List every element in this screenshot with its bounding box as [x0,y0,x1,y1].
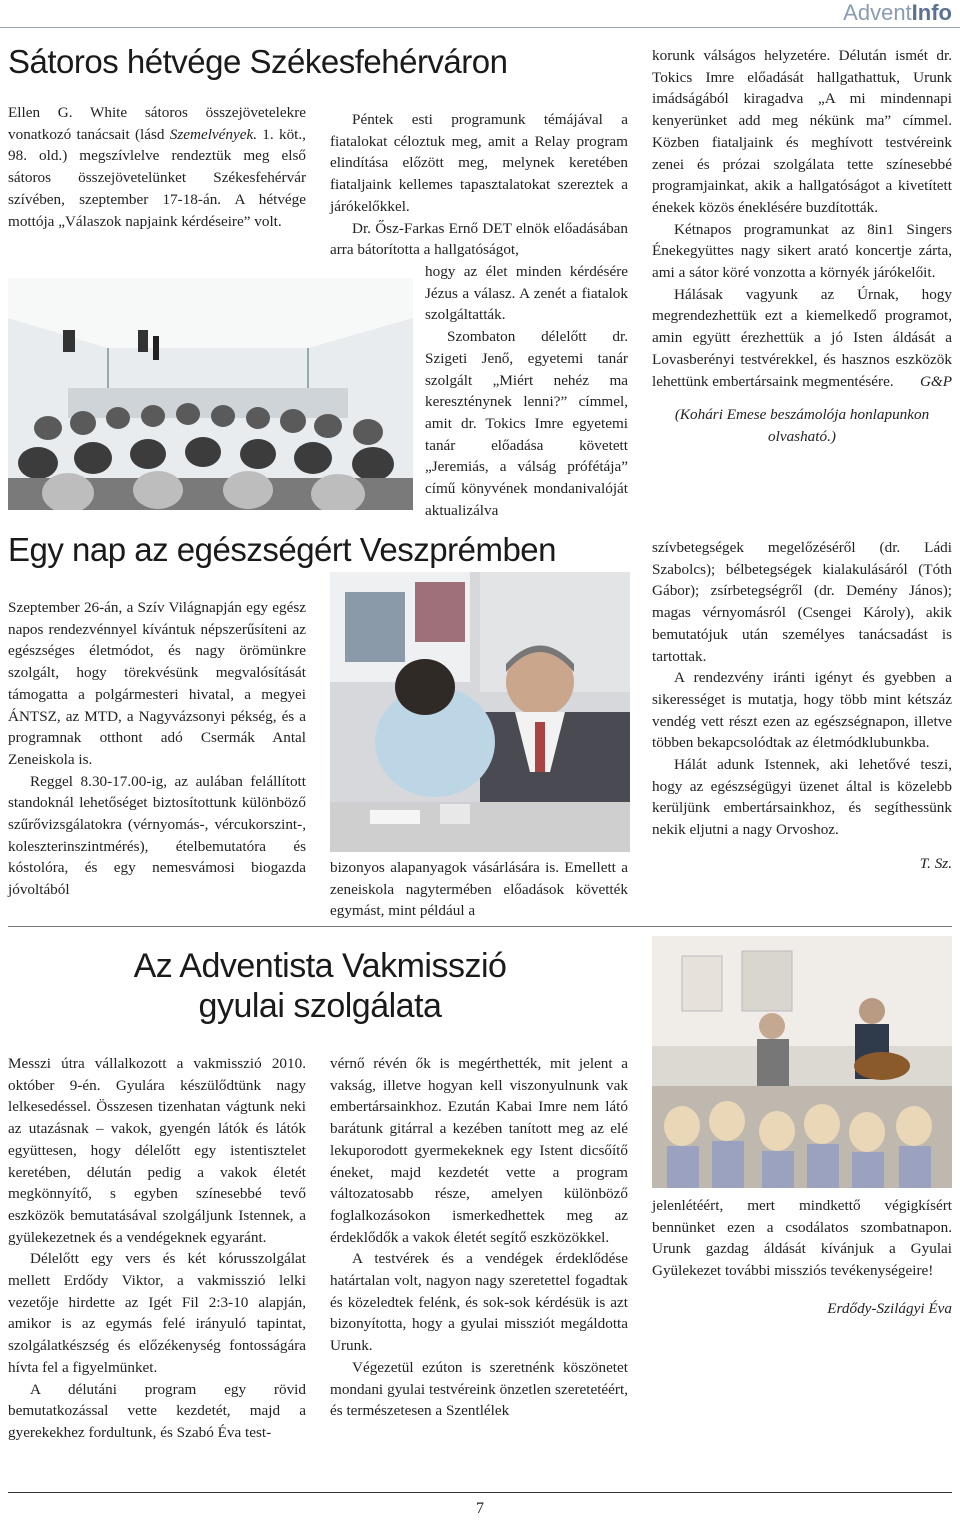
choir-photo [652,936,952,1188]
header-divider [0,27,960,28]
article1-title: Sátoros hétvége Székesfehérváron [8,43,508,80]
section-divider [8,926,952,927]
blood-test-image [330,572,630,852]
article1-middle-top: Péntek esti programunk témájával a fiatalokat céloztuk meg, amit a Relay program elindítása előzött meg, melynek keretében fiataljaink kellemes tapasztalatokat szereztek a járókelőkkel. Dr. Ősz-Farkas Ernő DET elnök előadásában arra bátorította a hallgatóságot, [330,111,628,259]
health-screening-photo [330,572,630,852]
article1-note: (Kohári Emese beszámolója honlapunkon olvasható.) [674,406,930,445]
article2-middle: bizonyos alapanyagok vásárlására is. Emellett a zeneiskola nagytermében előadások követték egymást, mint például a [330,859,628,920]
brand-logo: AdventInfo [843,0,952,25]
article2-signature: T. Sz. [919,854,952,872]
article3-middle: vérnő révén ők is megérthették, mit jelent a vakság, illetve hogyan kell viszonyulnunk vak embertársainkhoz. Ezután Kabai Imre nem látó barátunk gitárral a kezében tanított meg az elé lekuporodott gyermekeknek egy Istent dicsőítő éneket, majd kezdetét vette a program változatosabb része, amelyen különböző foglalkozásokon ismerkedhettek meg az érdeklődők a vakok életét segítő eszközökkel. A testvérek és a vendégek érdeklődése határtalan volt, nagyon nagy szeretettel fogadtak és közeledtek felénk, és sok-sok kérdésük is azt bizonyította, hogy a gyulai missziót megáldotta Urunk. Végezetül ezúton is szeretnénk köszönetet mondani gyulai testvéreink önzetlen szeretetéért, és természetesen a Szentlélek [330,1055,628,1420]
article2-left: Szeptember 26-án, a Szív Világnapján egy egész napos rendezvénnyel kívántuk népszerűsíteni az egészséges életmódot, és nagy örömünkre szolgált, hogy törekvésünk megvalósítását támogatta a polgármesteri hivatal, a megyei ÁNTSZ, az MTD, a Nagyvázsonyi pékség, és a programnak otthont adó Csermák Antal Zeneiskola is. Reggel 8.30-17.00-ig, az aulában felállított standoknál lehetőséget biztosítottunk különböző szűrővizsgálatokra (vérnyomás-, vércukorszint-, koleszterinszintmérés), ételbemutatóra és kóstolóra, és egy nemesvámosi biogazda jóvoltából [8,599,306,899]
article1-right: korunk válságos helyzetére. Délután ismét dr. Tokics Imre előadását hallgathattuk, Urunk imádságából kiragadva „A mi mindennapi kenyerünket add meg nékünk ma” címmel. Közben fiataljaink és meghívott testvéreink zenei és prózai szolgálata tette színesebbé programjainkat, akik a hallgatóságot a kivetített énekek közös éneklésére buzdították. Kétnapos programunkat az 8in1 Singers Énekegyüttes nagy sikert arató koncertje zárta, ami a sátor köré vonzotta a környék járókelőit. Hálásak vagyunk az Úrnak, hogy megrendezhettük ezt a kiemelkedő programot, amin együtt érezhettük a jó Isten áldását a Lovasberényi testvérekkel, és hasznos eszközök lehettünk embertársaink megmentésére. G&P (Kohári Emese beszámolója honlapunkon olvasható.) [652,45,952,448]
tent-audience-image [8,278,413,510]
article3-right: jelenlétéért, mert mindkettő végigkísért bennünket ezen a csodálatos szombatnapon. Urunk gazdag áldását kívánjuk a Gyulai Gyülekezet további missziós tevékenységeire! Erdődy-Szilágyi Éva [652,1195,952,1320]
footer-divider [8,1492,952,1493]
tent-meeting-photo [8,278,413,510]
article3-left: Messzi útra vállalkozott a vakmisszió 2010. október 9-én. Gyulára készülődtünk nagy lelkesedéssel. Összesen tizenhatan vágtunk neki az utazásnak – vakok, gyengén látók és látók együttesen, hogy délelőtt egy istentisztelet keretében, délután pedig a vakok életét megkönnyítő, s egyben színesebbé tevő eszközök bemutatásával szolgáljunk Istennek, a gyülekezetnek és a vendégeknek egyaránt. Délelőtt egy vers és két kórusszolgálat mellett Erdődy Viktor, a vakmisszió lelki vezetője hirdette az Igét Fil 2:3-10 alapján, amikor is az egymás felé irányuló tapintat, szolgálatkészség és előzékenység fontosságára hívta fel a figyelmünket. A délutáni program egy rövid bemutatkozással vette kezdetét, majd a gyerekekhez fordultunk, és Szabó Éva test- [8,1055,306,1441]
article3-title: Az Adventista Vakmisszió gyulai szolgálata [133,947,507,1025]
article1-signature: G&P [919,372,952,390]
article2-title: Egy nap az egészségért Veszprémben [8,531,557,568]
page-number: 7 [476,1500,484,1517]
article2-right: szívbetegségek megelőzéséről (dr. Ládi Szabolcs); bélbetegségek kialakulásáról (Tóth Gábor); zsírbetegségről (dr. Demény János); magas vérnyomásról (Csengei Károly), akik bemutatójuk után személyes tanácsadást is tartottak. A rendezvény iránti igényt és gyebben a sikerességet is mutatja, hogy több mint kétszáz vendég vett részt ezen az egészségnapon, illetve többen bekapcsolódtak az életmódklubunkba. Hálát adunk Istennek, aki lehetővé teszi, hogy az egészségügyi üzenet által is közelebb kerüljünk embertársainkhoz, és segíthessünk nekik eljutni a nagy Orvoshoz. T. Sz. [652,537,952,875]
article1-intro: Ellen G. White sátoros összejövetelekre vonatkozó tanácsait (lásd Szemelvények. 1. köt., 98. old.) megszívlelve rendeztük meg első sátoros összejövetelünket Székesfehérvár szívében, szeptember 17-18-án. A hétvége mottója „Válaszok napjaink kérdéseire” volt. [8,104,306,230]
vakmisszio-program-image [652,936,952,1188]
article1-middle-bottom: hogy az élet minden kérdésére Jézus a válasz. A zenét a fiatalok szolgáltatták. Szombaton délelőtt dr. Szigeti Jenő, egyetemi tanár szolgált „Miért nehéz ma kereszténynek lenni?” címmel, amit dr. Tokics Imre egyetemi tanár előadása követett „Jeremiás, a válság prófétája” című könyvének mondanivalóját aktualizálva [425,263,628,519]
article3-signature: Erdődy-Szilágyi Éva [827,1299,952,1317]
